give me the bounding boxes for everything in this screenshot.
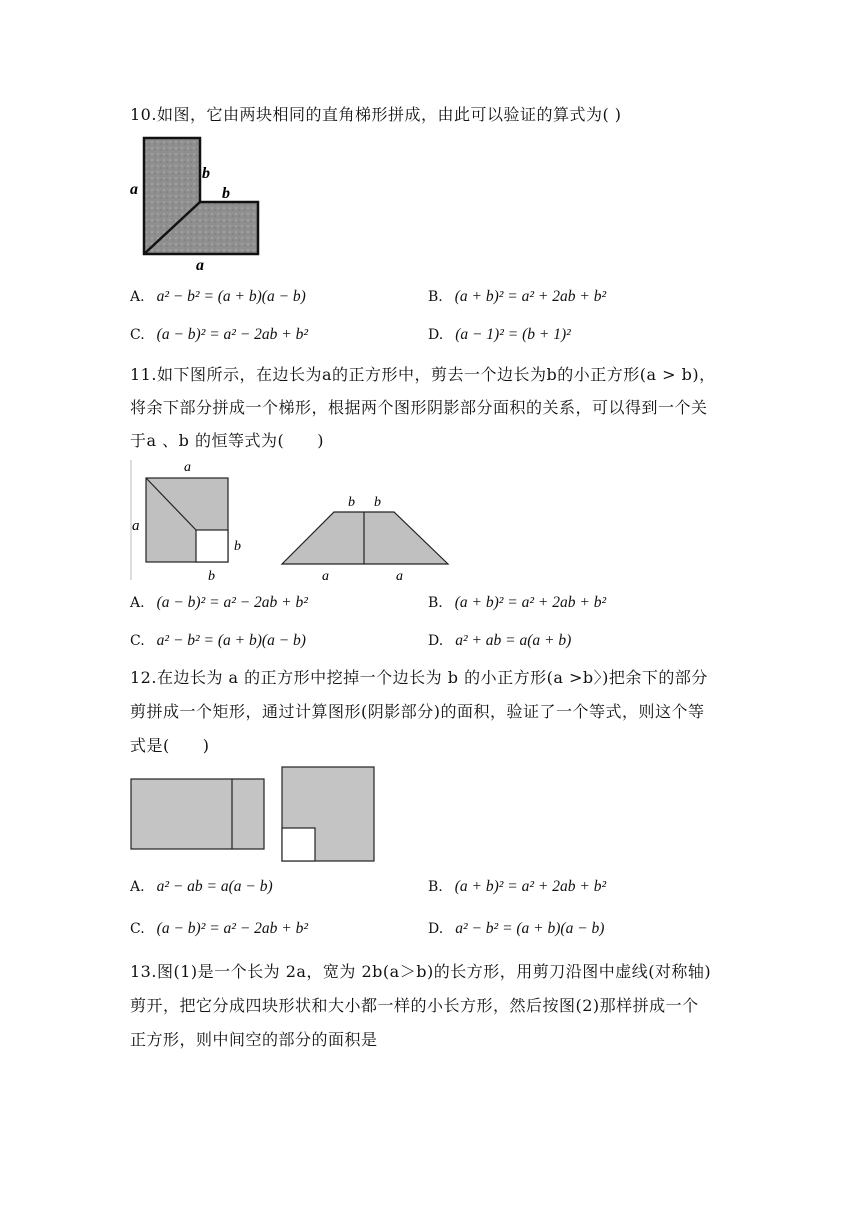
option-formula: a² − b² = (a + b)(a − b) [156,288,306,305]
option-label: A. [130,879,145,895]
q11-option-c[interactable] [130,632,306,650]
option-label: C. [130,327,145,343]
q12-figure-rectangle [128,776,268,854]
option-formula: (a + b)² = a² + 2ab + b² [454,288,607,305]
option-formula: (a + b)² = a² + 2ab + b² [454,878,607,895]
option-formula: (a − b)² = a² − 2ab + b² [156,594,308,611]
q11-figure-square [128,456,258,586]
option-label: B. [428,879,443,895]
q10-label-mid-b: b [222,185,230,202]
q11-fig1-label-bottom: b [208,569,215,584]
q12-stem-line1: 12.在边长为 a 的正方形中挖掉一个边长为 b 的小正方形(a >b〉)把余下的部分 [130,668,708,687]
q11-option-d[interactable] [428,632,571,650]
option-label: A. [130,289,145,305]
q12-option-a[interactable] [130,878,273,896]
q11-fig2-label-bottom2: a [396,569,403,584]
q11-fig1-label-right: b [234,539,241,554]
option-label: D. [428,921,444,937]
option-formula: (a − b)² = a² − 2ab + b² [156,326,309,343]
q10-label-bottom: a [196,257,204,274]
q11-fig2-label-bottom1: a [322,569,329,584]
option-formula: a² − b² = (a + b)(a − b) [156,632,306,649]
q10-figure [126,134,266,274]
option-formula: a² + ab = a(a + b) [455,632,572,649]
option-label: D. [428,327,444,343]
q12-option-d[interactable] [428,920,604,938]
q12-option-b[interactable] [428,878,606,896]
q10-option-d[interactable] [428,326,571,344]
q12-figure-square [279,764,377,864]
q13-stem-line3: 正方形，则中间空的部分的面积是 [130,1030,378,1049]
option-label: A. [130,595,145,611]
option-formula: (a − 1)² = (b + 1)² [455,326,571,343]
option-formula: a² − b² = (a + b)(a − b) [455,920,605,937]
q11-option-a[interactable] [130,594,308,612]
q13-stem-line1: 13.图(1)是一个长为 2a，宽为 2b(a＞b)的长方形，用剪刀沿图中虚线(对称轴) [130,962,712,981]
q12-option-c[interactable] [130,920,308,938]
option-label: B. [428,289,443,305]
q10-stem: 10.如图，它由两块相同的直角梯形拼成，由此可以验证的算式为( ) [130,105,622,124]
q10-option-c[interactable] [130,326,308,344]
q11-fig1-label-left: a [132,518,140,534]
q10-label-left: a [130,181,138,198]
option-formula: a² − ab = a(a − b) [156,878,273,895]
q11-stem-line1: 11.如下图所示，在边长为a的正方形中，剪去一个边长为b的小正方形(a > b)， [130,365,716,384]
q10-option-b[interactable] [428,288,606,306]
q10-label-top-b: b [202,165,210,182]
q11-fig2-label-top1: b [348,495,355,510]
q11-stem-line3: 于a 、b 的恒等式为( ) [130,431,324,450]
q10-option-a[interactable] [130,288,306,306]
q12-stem-line2: 剪拼成一个矩形，通过计算图形(阴影部分)的面积，验证了一个等式，则这个等 [130,702,705,721]
option-label: D. [428,633,444,649]
option-label: B. [428,595,443,611]
option-label: C. [130,921,145,937]
q11-figure-trapezoid [278,488,454,584]
q11-stem-line2: 将余下部分拼成一个梯形，根据两个图形阴影部分面积的关系，可以得到一个关 [130,398,708,417]
q11-fig1-label-top: a [184,460,191,475]
option-formula: (a + b)² = a² + 2ab + b² [454,594,607,611]
q12-stem-line3: 式是( ) [130,736,210,755]
q11-fig2-label-top2: b [374,495,381,510]
option-formula: (a − b)² = a² − 2ab + b² [156,920,309,937]
option-label: C. [130,633,145,649]
q11-option-b[interactable] [428,594,606,612]
q13-stem-line2: 剪开，把它分成四块形状和大小都一样的小长方形，然后按图(2)那样拼成一个 [130,996,699,1015]
